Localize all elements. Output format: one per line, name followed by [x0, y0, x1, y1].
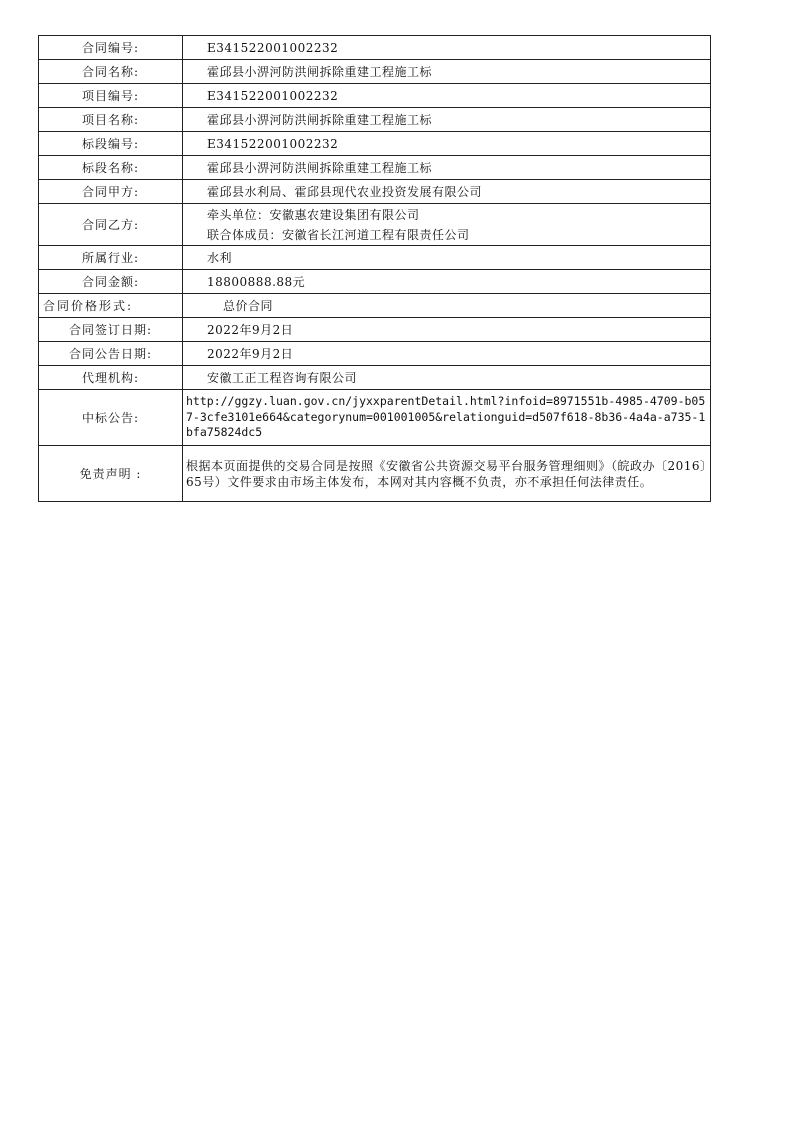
project-number-value: E341522001002232	[183, 84, 711, 108]
party-b-lead-unit: 牵头单位：安徽惠农建设集团有限公司	[207, 207, 420, 222]
project-number-label: 项目编号:	[39, 84, 183, 108]
section-number-label: 标段编号:	[39, 132, 183, 156]
table-row	[39, 318, 711, 342]
contract-amount-value: 18800888.88元	[183, 270, 711, 294]
bid-notice-link[interactable]: http://ggzy.luan.gov.cn/jyxxparentDetail.html?infoid=8971551b-4985-4709-b057-3cfe3101e664&categorynum=001001005&relationguid=d507f618-8b36-4a4a-a735-1bfa75824dc5	[183, 390, 711, 446]
price-form-value: 总价合同	[183, 294, 711, 318]
agency-label: 代理机构:	[39, 366, 183, 390]
table-row	[39, 390, 711, 446]
table-row	[39, 366, 711, 390]
project-name-value: 霍邱县小淠河防洪闸拆除重建工程施工标	[183, 108, 711, 132]
price-form-label: 合同价格形式:	[39, 294, 183, 318]
party-b-label: 合同乙方:	[39, 204, 183, 246]
contract-number-label: 合同编号:	[39, 36, 183, 60]
table-row	[39, 204, 711, 246]
section-name-value: 霍邱县小淠河防洪闸拆除重建工程施工标	[183, 156, 711, 180]
industry-value: 水利	[183, 246, 711, 270]
table-row	[39, 108, 711, 132]
table-row	[39, 342, 711, 366]
party-a-label: 合同甲方:	[39, 180, 183, 204]
section-name-label: 标段名称:	[39, 156, 183, 180]
disclaimer-label: 免责声明 :	[39, 446, 183, 502]
signing-date-value: 2022年9月2日	[183, 318, 711, 342]
party-b-consortium-member: 联合体成员：安徽省长江河道工程有限责任公司	[207, 227, 470, 242]
table-row	[39, 156, 711, 180]
table-row	[39, 60, 711, 84]
contract-number-value: E341522001002232	[183, 36, 711, 60]
signing-date-label: 合同签订日期:	[39, 318, 183, 342]
party-a-value: 霍邱县水利局、霍邱县现代农业投资发展有限公司	[183, 180, 711, 204]
table-row	[39, 180, 711, 204]
announcement-date-label: 合同公告日期:	[39, 342, 183, 366]
table-row	[39, 132, 711, 156]
table-row	[39, 36, 711, 60]
table-row	[39, 84, 711, 108]
bid-notice-label: 中标公告:	[39, 390, 183, 446]
contract-amount-label: 合同金额:	[39, 270, 183, 294]
agency-value: 安徽工正工程咨询有限公司	[183, 366, 711, 390]
table-row	[39, 246, 711, 270]
contract-name-label: 合同名称:	[39, 60, 183, 84]
contract-name-value: 霍邱县小淠河防洪闸拆除重建工程施工标	[183, 60, 711, 84]
project-name-label: 项目名称:	[39, 108, 183, 132]
contract-info-table	[38, 35, 711, 502]
table-row	[39, 446, 711, 502]
section-number-value: E341522001002232	[183, 132, 711, 156]
disclaimer-value: 根据本页面提供的交易合同是按照《安徽省公共资源交易平台服务管理细则》（皖政办〔2016〕65号）文件要求由市场主体发布，本网对其内容概不负责，亦不承担任何法律责任。	[183, 446, 711, 502]
industry-label: 所属行业:	[39, 246, 183, 270]
table-row	[39, 270, 711, 294]
announcement-date-value: 2022年9月2日	[183, 342, 711, 366]
party-b-value	[183, 204, 711, 246]
table-row	[39, 294, 711, 318]
